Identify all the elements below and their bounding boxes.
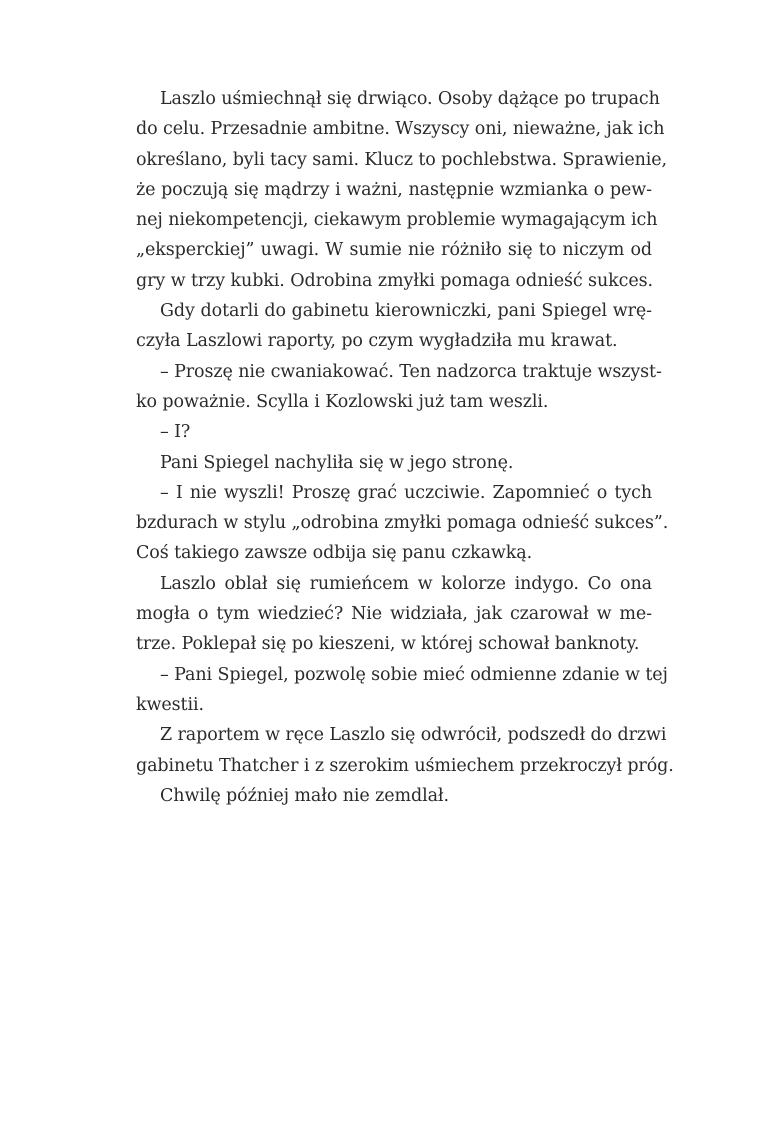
text-line: – Pani Spiegel, pozwolę sobie mieć odmienne zdanie w tej bbox=[160, 664, 668, 685]
text-line: – I nie wyszli! Proszę grać uczciwie. Zapomnieć o tych bbox=[160, 482, 652, 503]
text-line: kwestii. bbox=[136, 694, 204, 715]
text-line: Gdy dotarli do gabinetu kierowniczki, pani Spiegel wrę- bbox=[160, 301, 652, 322]
text-line: że poczują się mądrzy i ważni, następnie wzmianka o pew- bbox=[136, 179, 652, 200]
text-line: Chwilę później mało nie zemdlał. bbox=[160, 785, 449, 806]
text-line: mogła o tym wiedzieć? Nie widziała, jak czarował w me- bbox=[136, 604, 652, 625]
text-line: – Proszę nie cwaniakować. Ten nadzorca traktuje wszyst- bbox=[160, 361, 662, 382]
text-line: czyła Laszlowi raporty, po czym wygładziła mu krawat. bbox=[136, 331, 618, 352]
text-line: określano, byli tacy sami. Klucz to pochlebstwa. Sprawienie, bbox=[136, 149, 667, 170]
text-line: bzdurach w stylu „odrobina zmyłki pomaga odnieść sukces”. bbox=[136, 513, 669, 534]
page-text bbox=[136, 84, 674, 811]
text-line: „eksperckiej” uwagi. W sumie nie różniło się to niczym od bbox=[136, 240, 652, 261]
text-line: gry w trzy kubki. Odrobina zmyłki pomaga odnieść sukces. bbox=[136, 270, 653, 291]
text-line: Coś takiego zawsze odbija się panu czkawką. bbox=[136, 543, 533, 564]
text-line: Laszlo oblał się rumieńcem w kolorze indygo. Co ona bbox=[160, 573, 652, 594]
text-line: gabinetu Thatcher i z szerokim uśmiechem przekroczył próg. bbox=[136, 755, 674, 776]
text-line: Z raportem w ręce Laszlo się odwrócił, podszedł do drzwi bbox=[160, 725, 667, 746]
text-line: Pani Spiegel nachyliła się w jego stronę. bbox=[160, 452, 514, 473]
text-line: do celu. Przesadnie ambitne. Wszyscy oni, nieważne, jak ich bbox=[136, 119, 665, 140]
text-line: ko poważnie. Scylla i Kozlowski już tam weszli. bbox=[136, 391, 549, 412]
text-line: nej niekompetencji, ciekawym problemie wymagającym ich bbox=[136, 210, 658, 231]
text-line: – I? bbox=[160, 422, 191, 443]
text-line: Laszlo uśmiechnął się drwiąco. Osoby dążące po trupach bbox=[160, 89, 660, 109]
text-line: trze. Poklepał się po kieszeni, w której schował banknoty. bbox=[136, 634, 640, 655]
